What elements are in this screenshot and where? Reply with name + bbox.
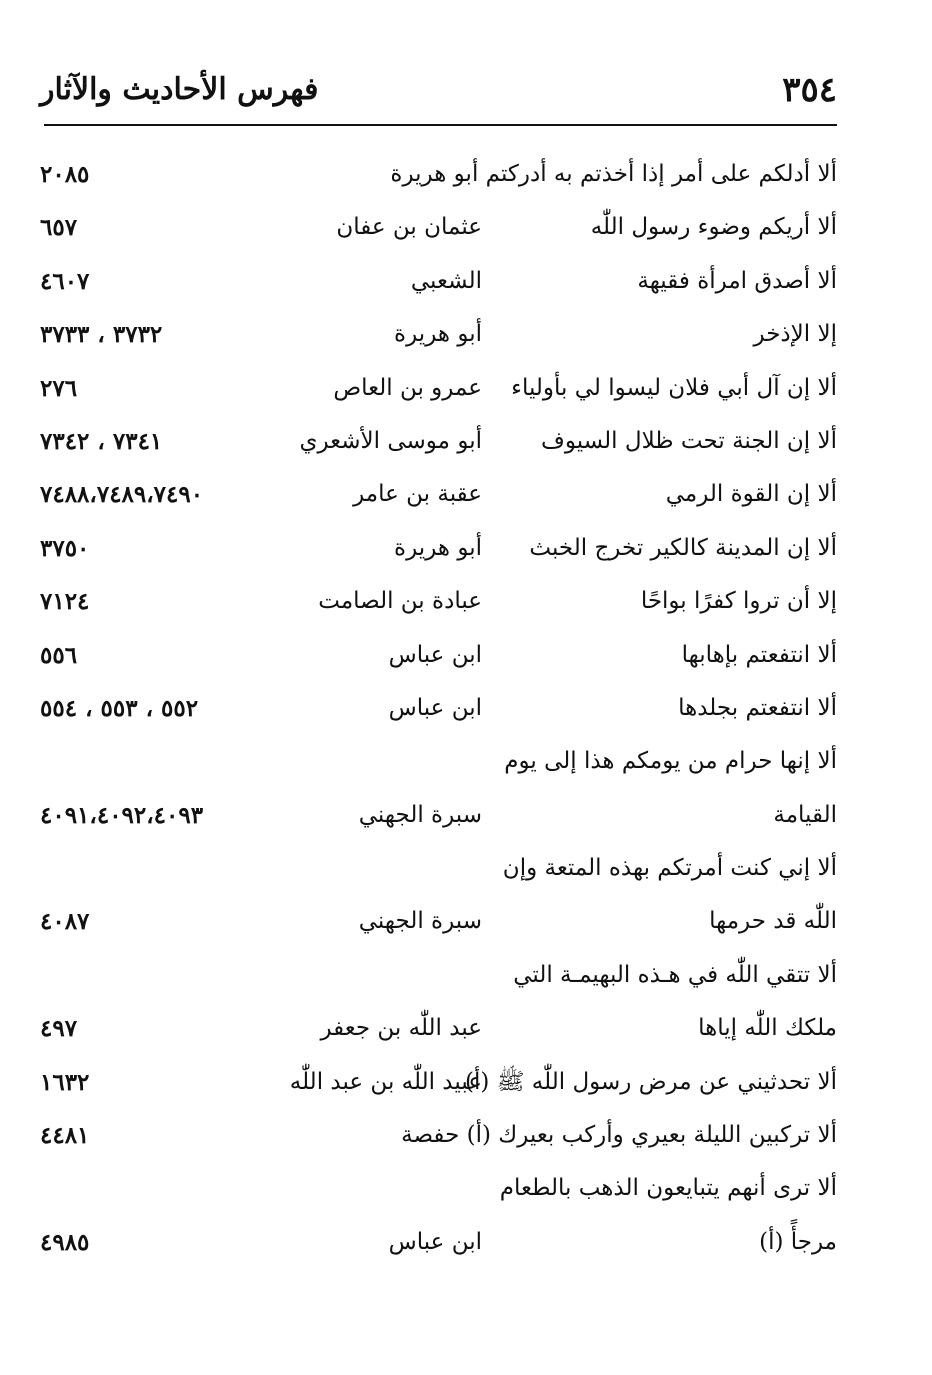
hadith-text: ألا أصدق امرأة فقيهة <box>637 267 837 294</box>
index-entry <box>40 1216 837 1269</box>
index-entry <box>40 895 837 948</box>
page-header <box>40 70 837 120</box>
narrator: ابن عباس <box>388 641 482 668</box>
index-entry <box>40 1056 837 1109</box>
hadith-text: مرجأً (أ) <box>759 1228 837 1255</box>
narrator: سبرة الجهني <box>358 801 482 828</box>
narrator: أبو موسى الأشعري <box>299 427 482 454</box>
hadith-text: ملكك اللّٰه إياها <box>698 1015 837 1042</box>
hadith-text: ألا إن الجنة تحت ظلال السيوف <box>540 427 837 454</box>
index-entry <box>40 468 837 521</box>
hadith-numbers: ٥٥٢ ، ٥٥٣ ، ٥٥٤ <box>40 694 199 722</box>
hadith-numbers: ٧١٢٤ <box>40 588 90 616</box>
index-entry <box>40 255 837 308</box>
index-entry <box>40 1162 837 1215</box>
index-entry <box>40 1109 837 1162</box>
hadith-text: ألا تحدثيني عن مرض رسول اللّٰه ﷺ (أ) <box>465 1068 837 1095</box>
index-entry <box>40 522 837 575</box>
hadith-numbers: ٣٧٥٠ <box>40 534 90 562</box>
hadith-text: ألا إني كنت أمرتكم بهذه المتعة وإن <box>502 855 837 882</box>
hadith-text: ألا إن القوة الرمي <box>665 481 837 508</box>
narrator: عثمان بن عفان <box>336 214 482 241</box>
index-entry <box>40 575 837 628</box>
hadith-text: ألا انتفعتم بجلدها <box>678 694 837 721</box>
hadith-text: اللّٰه قد حرمها <box>709 908 837 935</box>
narrator: الشعبي <box>410 267 482 294</box>
hadith-numbers: ٦٥٧ <box>40 214 78 242</box>
index-entry <box>40 629 837 682</box>
hadith-text: ألا انتفعتم بإهابها <box>681 641 837 668</box>
index-entry <box>40 1002 837 1055</box>
narrator: أبو هريرة <box>394 534 482 561</box>
hadith-numbers: ٤٩٨٥ <box>40 1228 90 1256</box>
index-entry <box>40 789 837 842</box>
hadith-text: ألا تتقي اللّٰه في هـذه البهيمـة التي <box>513 961 837 988</box>
hadith-text: ألا أدلكم على أمر إذا أخذتم به أدركتم أبو هريرة <box>390 161 837 187</box>
hadith-numbers: ٢٠٨٥ <box>40 161 90 188</box>
hadith-numbers: ٢٧٦ <box>40 374 78 402</box>
narrator: ابن عباس <box>388 1228 482 1255</box>
hadith-text: ألا إن المدينة كالكير تخرج الخبث <box>529 534 837 561</box>
narrator: عبيد اللّٰه بن عبد اللّٰه <box>289 1068 482 1095</box>
hadith-text: إلا الإذخر <box>753 321 837 348</box>
narrator: ابن عباس <box>388 694 482 721</box>
hadith-text: القيامة <box>773 801 837 828</box>
index-entry <box>40 682 837 735</box>
narrator: عمرو بن العاص <box>333 374 482 401</box>
hadith-numbers: ٧٣٤١ ، ٧٣٤٢ <box>40 427 163 455</box>
narrator: عبد اللّٰه بن جعفر <box>320 1015 482 1042</box>
hadith-numbers: ٤٩٧ <box>40 1015 78 1043</box>
hadith-numbers: ١٦٣٢ <box>40 1068 90 1096</box>
hadith-numbers: ٤٦٠٧ <box>40 267 90 295</box>
narrator: أبو هريرة <box>394 321 482 348</box>
hadith-numbers: ٣٧٣٢ ، ٣٧٣٣ <box>40 321 163 349</box>
index-entry <box>40 842 837 895</box>
index-entry <box>40 148 837 201</box>
hadith-text: ألا إن آل أبي فلان ليسوا لي بأولياء <box>511 374 837 401</box>
page-number: ٣٥٤ <box>782 70 837 110</box>
hadith-numbers: ٤٤٨١ <box>40 1122 90 1150</box>
index-entry <box>40 201 837 254</box>
hadith-numbers: ٧٤٨٨،٧٤٨٩،٧٤٩٠ <box>40 481 204 509</box>
index-entry <box>40 308 837 361</box>
hadith-text: ألا إنها حرام من يومكم هذا إلى يوم <box>504 748 837 775</box>
narrator: سبرة الجهني <box>358 908 482 935</box>
index-entry <box>40 735 837 788</box>
index-entries <box>40 148 837 1269</box>
hadith-numbers: ٤٠٨٧ <box>40 908 90 936</box>
hadith-text: ألا تركبين الليلة بعيري وأركب بعيرك (أ) حفصة <box>401 1122 837 1149</box>
header-rule <box>44 124 837 126</box>
hadith-numbers: ٥٥٦ <box>40 641 78 669</box>
running-title: فهرس الأحاديث والآثار <box>40 72 319 107</box>
hadith-text: إلا أن تروا كفرًا بواحًا <box>640 588 837 615</box>
hadith-text: ألا أريكم وضوء رسول اللّٰه <box>590 214 837 241</box>
hadith-numbers: ٤٠٩١،٤٠٩٢،٤٠٩٣ <box>40 801 204 829</box>
narrator: عبادة بن الصامت <box>318 588 482 615</box>
index-entry <box>40 362 837 415</box>
index-entry <box>40 949 837 1002</box>
index-entry <box>40 415 837 468</box>
hadith-text: ألا ترى أنهم يتبايعون الذهب بالطعام <box>499 1175 837 1202</box>
narrator: عقبة بن عامر <box>353 481 482 508</box>
